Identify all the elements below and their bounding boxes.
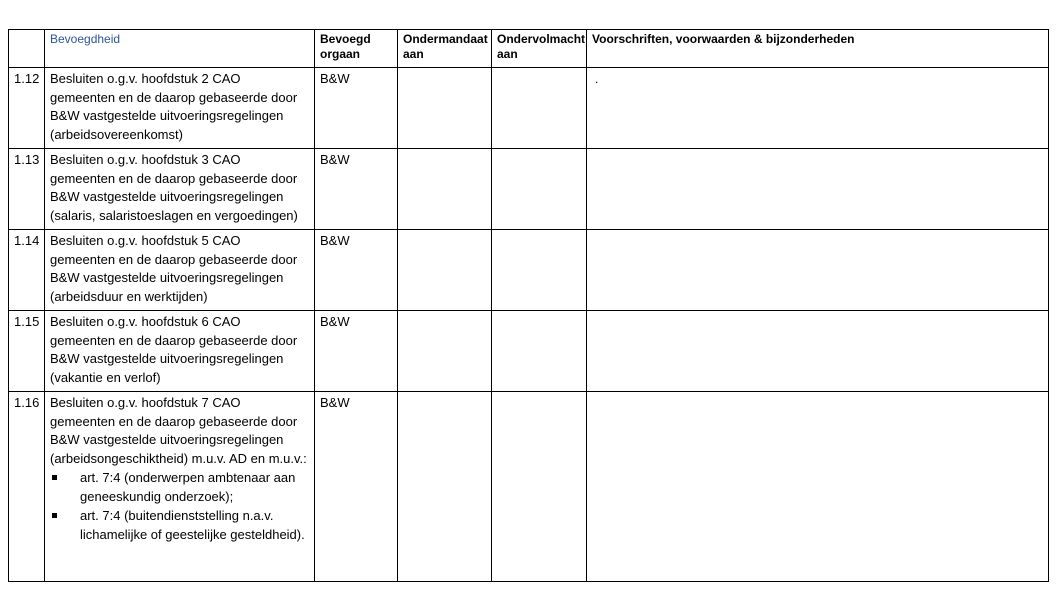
row-ondervolmacht [492, 149, 587, 230]
table-header-row [9, 30, 1049, 68]
exceptions-list [50, 469, 309, 544]
row-voorschriften [587, 68, 1049, 149]
row-bevoegdheid [45, 392, 315, 582]
row-ondermandaat [398, 230, 492, 311]
table-row [9, 311, 1049, 392]
square-bullet-icon [52, 513, 57, 518]
header-bevoegdheid: Bevoegdheid [45, 30, 315, 68]
row-voorschriften [587, 311, 1049, 392]
row-ondervolmacht [492, 230, 587, 311]
row-bevoegdheid: Besluiten o.g.v. hoofdstuk 5 CAO gemeenten en de daarop gebaseerde door B&W vastgestelde uitvoeringsregelingen (arbeidsduur en werktijden) [45, 230, 315, 311]
row-ondervolmacht [492, 68, 587, 149]
table-row [9, 68, 1049, 149]
table-row [9, 149, 1049, 230]
row-ondermandaat [398, 311, 492, 392]
exception-text: art. 7:4 (buitendienststelling n.a.v. lichamelijke of geestelijke gesteldheid). [80, 508, 305, 542]
bevoegdheid-text: Besluiten o.g.v. hoofdstuk 7 CAO gemeenten en de daarop gebaseerde door B&W vastgestelde uitvoeringsregelingen (arbeidsongeschiktheid) m.u.v. AD en m.u.v.: [50, 395, 307, 466]
header-nr [9, 30, 45, 68]
header-bevoegd-orgaan: Bevoegd orgaan [315, 30, 398, 68]
row-number: 1.15 [9, 311, 45, 392]
row-bevoegdheid: Besluiten o.g.v. hoofdstuk 6 CAO gemeenten en de daarop gebaseerde door B&W vastgestelde uitvoeringsregelingen (vakantie en verlof) [45, 311, 315, 392]
header-ondervolmacht: Ondervolmacht aan [492, 30, 587, 68]
row-number: 1.12 [9, 68, 45, 149]
row-ondervolmacht [492, 311, 587, 392]
list-item [50, 469, 309, 506]
row-orgaan: B&W [315, 392, 398, 582]
row-ondermandaat [398, 392, 492, 582]
row-ondervolmacht [492, 392, 587, 582]
mandate-table [8, 29, 1049, 582]
row-bevoegdheid: Besluiten o.g.v. hoofdstuk 2 CAO gemeenten en de daarop gebaseerde door B&W vastgestelde uitvoeringsregelingen (arbeidsovereenkomst) [45, 68, 315, 149]
row-voorschriften [587, 392, 1049, 582]
voorschriften-dot: . [595, 72, 599, 86]
row-orgaan: B&W [315, 230, 398, 311]
row-number: 1.16 [9, 392, 45, 582]
table-row [9, 392, 1049, 582]
table-row [9, 230, 1049, 311]
row-orgaan: B&W [315, 68, 398, 149]
row-number: 1.13 [9, 149, 45, 230]
row-orgaan: B&W [315, 149, 398, 230]
header-voorschriften: Voorschriften, voorwaarden & bijzonderheden [587, 30, 1049, 68]
square-bullet-icon [52, 475, 57, 480]
row-ondermandaat [398, 68, 492, 149]
row-voorschriften [587, 149, 1049, 230]
row-bevoegdheid: Besluiten o.g.v. hoofdstuk 3 CAO gemeenten en de daarop gebaseerde door B&W vastgestelde uitvoeringsregelingen (salaris, salaristoeslagen en vergoedingen) [45, 149, 315, 230]
header-ondermandaat: Ondermandaat aan [398, 30, 492, 68]
row-number: 1.14 [9, 230, 45, 311]
row-orgaan: B&W [315, 311, 398, 392]
list-item [50, 507, 309, 544]
row-voorschriften [587, 230, 1049, 311]
row-ondermandaat [398, 149, 492, 230]
exception-text: art. 7:4 (onderwerpen ambtenaar aan geneeskundig onderzoek); [80, 470, 296, 504]
